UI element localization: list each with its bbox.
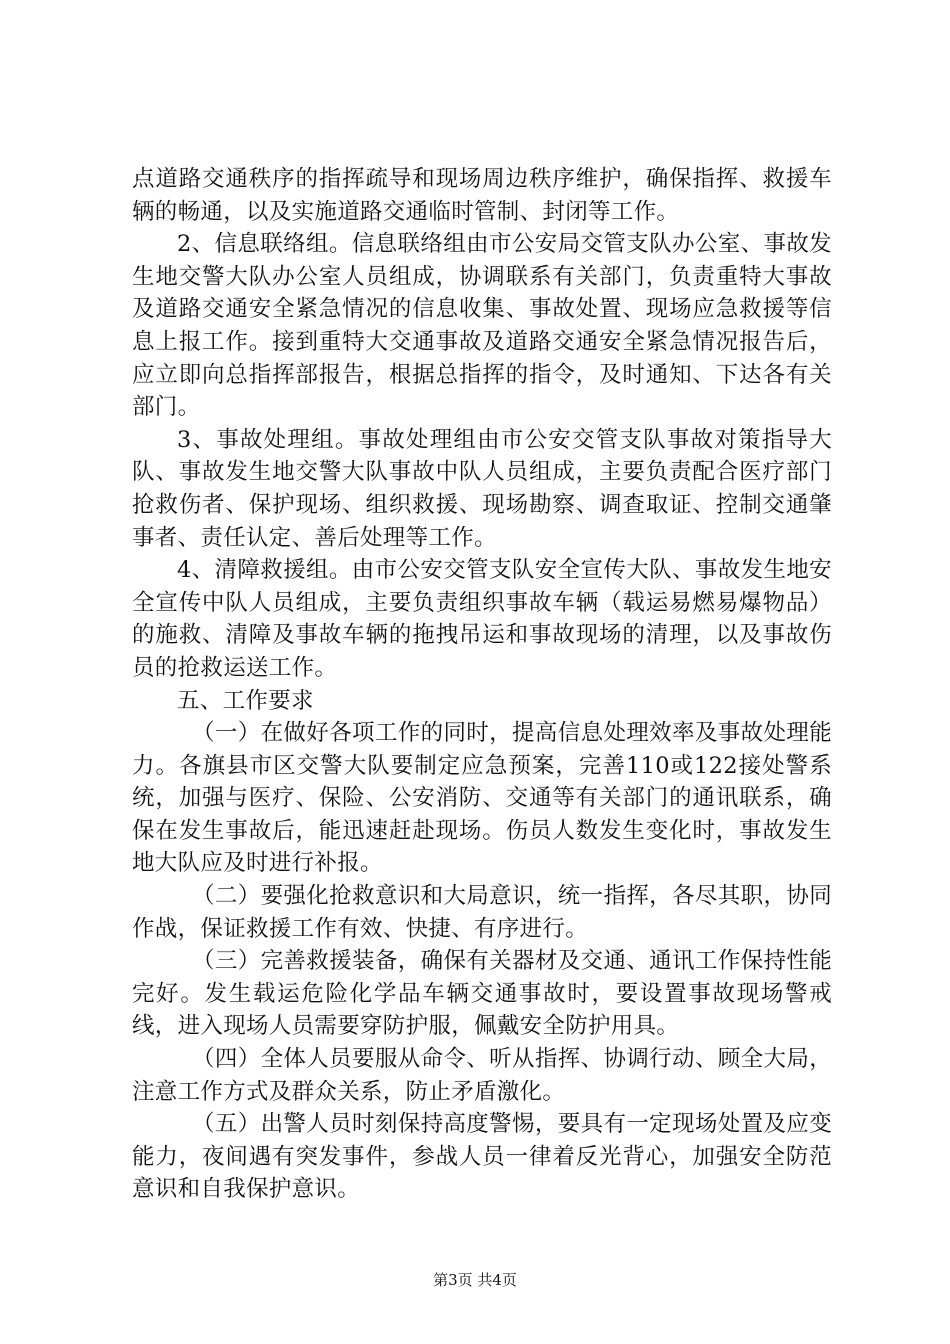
paragraph-accident-handling-group: 3、事故处理组。事故处理组由市公安交管支队事故对策指导大队、事故发生地交警大队事故中队人员组成，主要负责配合医疗部门抢救伤者、保护现场、组织救援、现场勘察、调查取证、控制交通肇事者、责任认定、善后处理等工作。 bbox=[132, 426, 832, 551]
section-heading-work-requirements: 五、工作要求 bbox=[177, 687, 314, 714]
requirement-item-2: （二）要强化抢救意识和大局意识，统一指挥，各尽其职，协同作战，保证救援工作有效、快捷、有序进行。 bbox=[132, 883, 832, 942]
document-body bbox=[132, 163, 832, 1206]
requirement-item-5: （五）出警人员时刻保持高度警惕，要具有一定现场处置及应变能力，夜间遇有突发事件，参战人员一律着反光背心，加强安全防范意识和自我保护意识。 bbox=[132, 1111, 832, 1203]
requirement-item-4: （四）全体人员要服从命令、听从指挥、协调行动、顾全大局，注意工作方式及群众关系，防止矛盾激化。 bbox=[132, 1046, 832, 1105]
requirement-item-3: （三）完善救援装备，确保有关器材及交通、通讯工作保持性能完好。发生载运危险化学品车辆交通事故时，要设置事故现场警戒线，进入现场人员需要穿防护服，佩戴安全防护用具。 bbox=[132, 948, 832, 1040]
requirement-item-1: （一）在做好各项工作的同时，提高信息处理效率及事故处理能力。各旗县市区交警大队要制定应急预案，完善110或122接处警系统，加强与医疗、保险、公安消防、交通等有关部门的通讯联系，确保在发生事故后，能迅速赶赴现场。伤员人数发生变化时，事故发生地大队应及时进行补报。 bbox=[132, 720, 832, 877]
page-footer bbox=[0, 1270, 950, 1290]
page-number-label: 第3页 共4页 bbox=[433, 1271, 517, 1289]
paragraph-clearance-rescue-group: 4、清障救援组。由市公安交管支队安全宣传大队、事故发生地安全宣传中队人员组成，主要负责组织事故车辆（载运易燃易爆物品）的施救、清障及事故车辆的拖拽吊运和事故现场的清理，以及事故伤员的抢救运送工作。 bbox=[132, 557, 832, 681]
paragraph-info-liaison-group: 2、信息联络组。信息联络组由市公安局交管支队办公室、事故发生地交警大队办公室人员组成，协调联系有关部门，负责重特大事故及道路交通安全紧急情况的信息收集、事故处置、现场应急救援等信息上报工作。接到重特大交通事故及道路交通安全紧急情况报告后，应立即向总指挥部报告，根据总指挥的指令，及时通知、下达各有关部门。 bbox=[132, 231, 832, 421]
paragraph-traffic-order: 点道路交通秩序的指挥疏导和现场周边秩序维护，确保指挥、救援车辆的畅通，以及实施道路交通临时管制、封闭等工作。 bbox=[132, 166, 832, 225]
